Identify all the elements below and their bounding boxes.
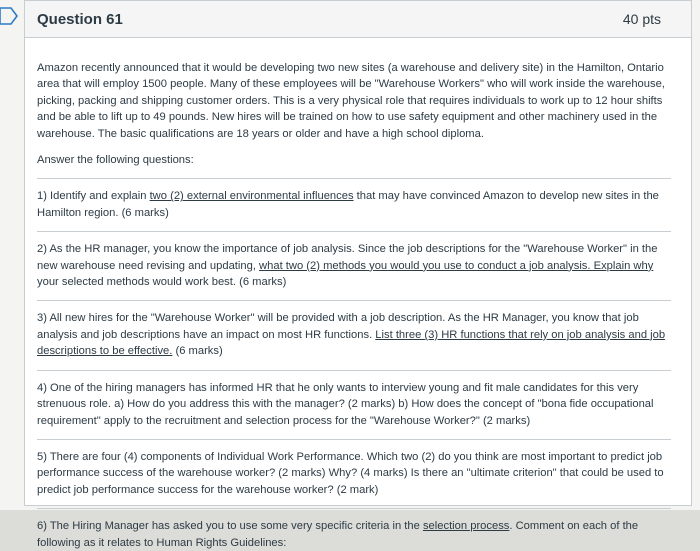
divider: [37, 370, 671, 371]
underlined-text: two (2) external environmental influences: [149, 190, 354, 203]
divider: [37, 508, 671, 509]
question-item-3: 3) All new hires for the "Warehouse Worker" will be provided with a job description. As the HR Manager, you know that job analysis and job descriptions have an impact on most HR functions. List three (3) HR functions that rely on job analysis and job descriptions to be effective. (6 marks): [37, 312, 666, 358]
divider: [37, 178, 671, 179]
question-item-1: 1) Identify and explain two (2) external environmental influences that may have convinced Amazon to develop new sites in the Hamilton region. (6 marks): [37, 190, 659, 219]
question-points: 40 pts: [622, 11, 661, 27]
question-item-4: 4) One of the hiring managers has informed HR that he only wants to interview young and fit male candidates for this very strenuous role. a) How do you address this with the manager? (2 marks) b) How does the concept of "bona fide occupational requirement" apply to the recruitment and selection process for the "Warehouse Worker?" (2 marks): [37, 381, 654, 427]
question-title: Question 61: [37, 10, 123, 28]
divider: [37, 300, 671, 301]
intro-paragraph: Amazon recently announced that it would be developing two new sites (a warehouse and delivery site) in the Hamilton, Ontario area that will employ 1500 people. Many of these employees will be "Warehouse Workers" who will work inside the warehouse, picking, packing and shipping customer orders. This is a very physical role that requires individuals to work up to 12 hour shifts and be able to lift up to 49 pounds. New hires will be trained on how to use safety equipment and other machinery used in the warehouse. The basic qualifications are 18 years or older and have a high school diploma.: [37, 62, 665, 140]
divider: [37, 439, 671, 440]
instructions: Answer the following questions:: [37, 154, 194, 167]
question-item-2: 2) As the HR manager, you know the importance of job analysis. Since the job descriptions for the "Warehouse Worker" in the new warehouse need revising and updating, what two (2) methods you would you use to conduct a job analysis. Explain why your selected methods would work best. (6 marks): [37, 243, 658, 289]
bookmark-flag-icon[interactable]: [0, 6, 20, 26]
divider: [37, 231, 671, 232]
underlined-text: List three (3) HR functions that rely on job analysis and job descriptions to be effective.: [37, 328, 666, 358]
question-item-5: 5) There are four (4) components of Individual Work Performance. Which two (2) do you think are most important to predict job performance success of the warehouse worker? (2 marks) Why? (4 marks) Is there an "ultimate criterion" that could be used to predict job performance success for the warehouse worker? (2 mark): [37, 450, 664, 496]
underlined-text: what two (2) methods you would you use to conduct a job analysis. Explain why: [259, 259, 654, 272]
question-header: [25, 1, 691, 38]
question-item-6: 6) The Hiring Manager has asked you to use some very specific criteria in the selection process. Comment on each of the following as it relates to Human Rights Guidelines:: [37, 520, 639, 549]
underlined-text: selection process: [422, 520, 510, 533]
question-card: [24, 0, 692, 549]
question-body: [25, 38, 691, 551]
